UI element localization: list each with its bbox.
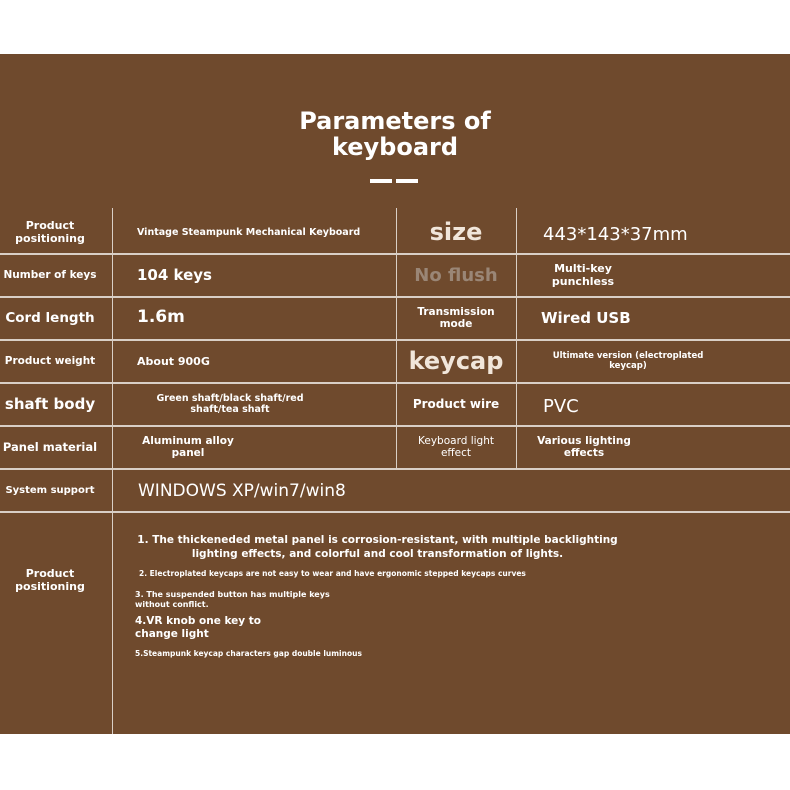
feature-item-5: 5.Steampunk keycap characters gap double luminous — [135, 649, 362, 658]
spec-label-shaft-body: shaft body — [4, 395, 96, 413]
column-divider — [112, 208, 113, 511]
spec-value-size: 443*143*37mm — [543, 223, 688, 245]
row-divider — [0, 382, 790, 384]
feature-item-4: 4.VR knob one key to change light — [135, 615, 262, 640]
spec-value-keyboard-light-effect: Various lighting effects — [537, 435, 631, 459]
spec-label-number-of-keys: Number of keys — [3, 269, 97, 281]
column-divider — [112, 513, 113, 734]
spec-value-product-positioning: Vintage Steampunk Mechanical Keyboard — [137, 226, 361, 238]
spec-value-system-support: WINDOWS XP/win7/win8 — [138, 481, 346, 501]
spec-label-no-flush: No flush — [414, 264, 498, 286]
spec-value-cord-length: 1.6m — [137, 307, 185, 327]
spec-label-transmission-mode: Transmission mode — [417, 306, 495, 330]
spec-value-panel-material: Aluminum alloy panel — [142, 435, 234, 459]
spec-value-transmission-mode: Wired USB — [541, 309, 631, 327]
column-divider — [396, 208, 397, 468]
spec-label-size: size — [429, 218, 483, 246]
feature-item-1: 1. The thickeneded metal panel is corrosion-resistant, with multiple backlighting lighting effects, and colorful and cool transformation of lights. — [137, 534, 618, 560]
page-title-line1: Parameters of — [299, 107, 491, 135]
title-underline-left — [370, 179, 392, 183]
column-divider — [516, 208, 517, 468]
spec-value-keycap: Ultimate version (electroplated keycap) — [552, 351, 704, 371]
feature-item-2: 2. Electroplated keycaps are not easy to wear and have ergonomic stepped keycaps curves — [139, 569, 526, 578]
spec-label-product-wire: Product wire — [412, 397, 500, 411]
spec-label-keyboard-light-effect: Keyboard light effect — [418, 435, 494, 459]
spec-value-shaft-body: Green shaft/black shaft/red shaft/tea shaft — [156, 393, 304, 415]
spec-label-keycap: keycap — [408, 347, 504, 375]
spec-label-product-positioning: Product positioning — [15, 219, 85, 245]
spec-label-cord-length: Cord length — [5, 310, 95, 326]
spec-value-product-weight: About 900G — [137, 354, 210, 368]
spec-value-product-wire: PVC — [543, 395, 579, 417]
features-label-product-positioning: Product positioning — [15, 567, 85, 593]
spec-value-number-of-keys: 104 keys — [137, 266, 212, 284]
spec-label-product-weight: Product weight — [4, 355, 96, 367]
feature-item-3: 3. The suspended button has multiple keys without conflict. — [135, 590, 330, 609]
spec-value-no-flush: Multi-key punchless — [551, 262, 615, 288]
spec-label-system-support: System support — [5, 484, 95, 496]
title-underline-right — [396, 179, 418, 183]
page-title-line2: keyboard — [331, 133, 459, 161]
spec-label-panel-material: Panel material — [2, 440, 98, 454]
